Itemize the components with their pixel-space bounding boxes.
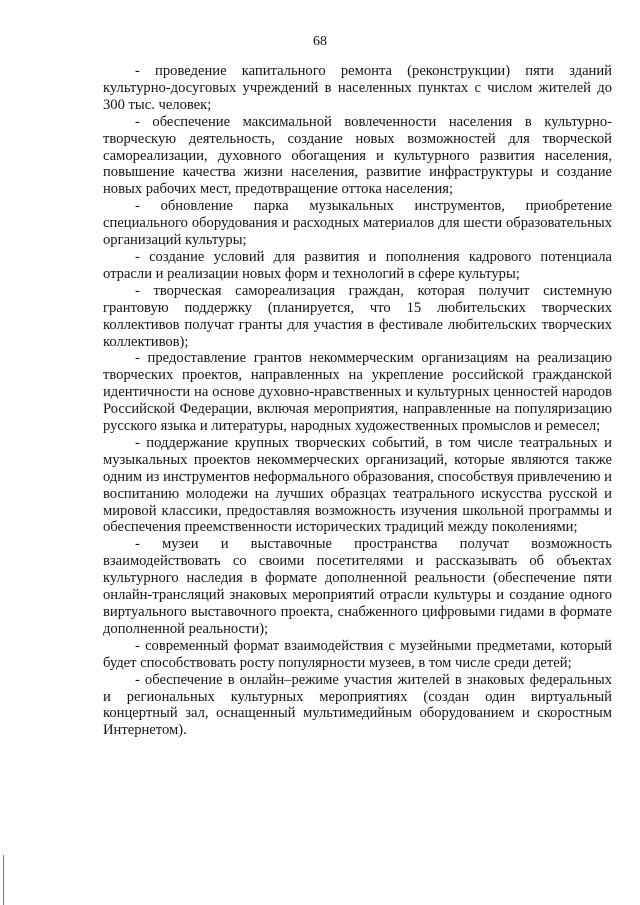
list-item: - обеспечение максимальной вовлеченности населения в культурно-творческую деятельность, создание новых возможностей для творческой самореализации, духовного обогащения и культурного развития населения, повышение качества жизни населения, развитие инфраструктуры и создание новых рабочих мест, предотвращение оттока населения; bbox=[103, 113, 612, 198]
list-item: - поддержание крупных творческих событий, в том числе театральных и музыкальных проектов некоммерческих организаций, которые являются также одним из инструментов неформального образования, способствуя привлечению и воспитанию молодежи на лучших образцах театрального искусства русской и мировой классики, предоставляя возможность изучения школьной программы и обеспечения преемственности исторических традиций между поколениями; bbox=[103, 434, 612, 536]
scan-margin-line bbox=[3, 855, 4, 905]
list-item: - проведение капитального ремонта (реконструкции) пяти зданий культурно-досуговых учреждений в населенных пунктах с числом жителей до 300 тыс. человек; bbox=[103, 63, 612, 113]
page-number: 68 bbox=[313, 34, 327, 49]
document-body bbox=[103, 63, 612, 739]
list-item: - обеспечение в онлайн–режиме участия жителей в знаковых федеральных и региональных культурных мероприятиях (создан один виртуальный концертный зал, оснащенный мультимедийным оборудованием и скоростным Интернетом). bbox=[103, 671, 612, 739]
list-item: - создание условий для развития и пополнения кадрового потенциала отрасли и реализации новых форм и технологий в сфере культуры; bbox=[103, 248, 612, 282]
list-item: - музеи и выставочные пространства получат возможность взаимодействовать со своими посетителями и рассказывать об объектах культурного наследия в формате дополненной реальности (обеспечение пяти онлайн-трансляций знаковых мероприятий отрасли культуры и создание одного виртуального выставочного проекта, снабженного цифровыми гидами в формате дополненной реальности); bbox=[103, 536, 612, 637]
list-item: - обновление парка музыкальных инструментов, приобретение специального оборудования и расходных материалов для шести образовательных организаций культуры; bbox=[103, 198, 612, 249]
list-item: - предоставление грантов некоммерческим организациям на реализацию творческих проектов, направленных на укрепление российской гражданской идентичности на основе духовно-нравственных и культурных ценностей народов Российской Федерации, включая мероприятия, направленные на популяризацию русского языка и литературы, народных художественных промыслов и ремесел; bbox=[103, 350, 612, 435]
list-item: - современный формат взаимодействия с музейными предметами, который будет способствовать росту популярности музеев, в том числе среди детей; bbox=[103, 637, 612, 671]
list-item: - творческая самореализация граждан, которая получит системную грантовую поддержку (планируется, что 15 любительских творческих коллективов получат гранты для участия в фестивале любительских творческих коллективов); bbox=[103, 282, 612, 350]
